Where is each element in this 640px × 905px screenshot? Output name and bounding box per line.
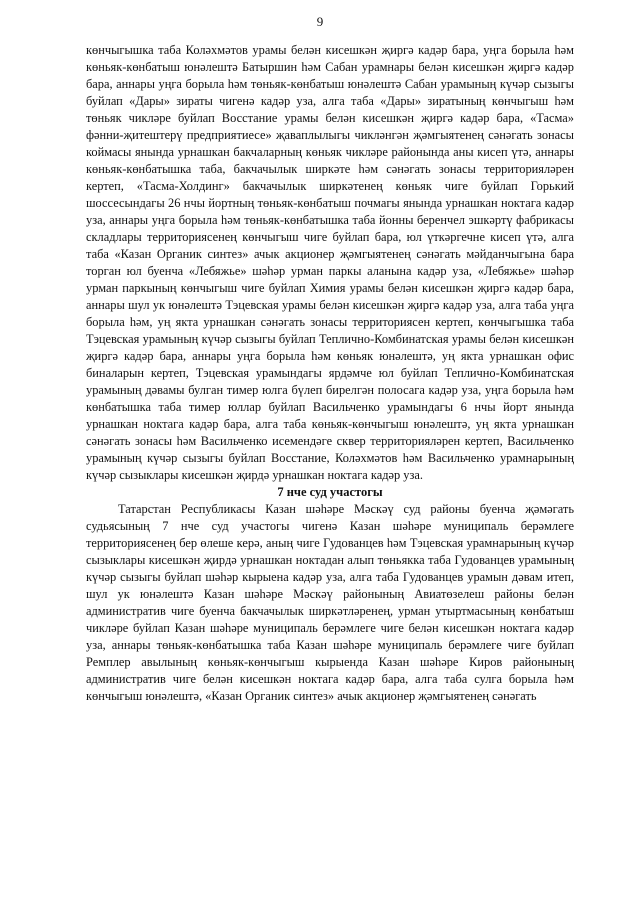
paragraph-boundary-continuation: көнчыгышка таба Колəхмəтов урамы белəн кисешкəн җиргə кадəр бара, уңга борыла һəм көньяк-көнбатыш юнəлештə Батыршин һəм Сабан урамнары белəн кисешкəн җиргə кадəр бара, аннары уңга борыла һəм төньяк-көнбатыш юнəлештə Сабан урамының күчəр сызыгы буйлап «Дары» зираты чигенə кадəр уза, алга таба «Дары» зиратының көнчыгыш һəм төньяк чиклəре буйлап Восстание урамы белəн кисешкəн җиргə кадəр бара, «Тасма» фəнни-җитештерү предприятиесе» җаваплылыгы чиклəнгəн җəмгыятенең сəнəгать зонасы коймасы янында урнашкан бакчаларның көньяк чиклəре районында аны кисеп үтə, аннары көньяк-көнбатышка таба, бакчачылык ширкəте һəм сəнəгать зонасы территориялəрен кертеп, «Тасма-Холдинг» бакчачылык ширкəтенең көньяк чиге буйлап Горький шоссесындагы 26 нчы йортның төньяк-көнбатыш почмагы янында урнашкан ноктага кадəр уза, аннары уңга борыла һəм төньяк-көнбатышка таба йонны беренчел эшкəртү фабрикасы складлары территориясенең көнчыгыш чиге буйлап бара, юл үткəргечне кисеп үтə, алга таба «Казан Органик синтез» ачык акционер җəмгыятенең сəнəгать мəйданчыгына бара торган юл буенча «Лебяжье» шəһəр урман паркы аланына кадəр уза, «Лебяжье» шəһəр урман паркының көнчыгыш чиге буйлап Химия урамы белəн кисешкəн җиргə кадəр бара, аннары шул ук юнəлештə Тэцевская урамы белəн кисешкəн җиргə кадəр уза, алга таба уңга борыла һəм, уң якта урнашкан сəнəгать зонасы территориясен кертеп, көнчыгышка таба Тэцевская урамының күчəр сызыгы буйлап Теплично-Комбинатская урамы белəн кисешкəн җиргə кадəр бара, аннары уңга борыла һəм көньяк юнəлештə, уң якта урнашкан офис биналарын кертеп, Тэцевская урамындагы ярдəмче юл буйлап Теплично-Комбинатская урамының дəвамы булган тимер юлга бүлеп бирелгəн полосага кадəр уза, уңга борыла һəм көнбатышка таба тимер юллар буйлап Васильченко урамындагы 6 нчы йорт янында урнашкан ноктага кадəр бара, алга таба көньяк-көнчыгыш юнəлештə, уң якта урнашкан сəнəгать зонасы һəм Васильченко исемендəге сквер территориялəрен кертеп, Васильченко урамының күчəр сызыгы буйлап Восстание, Колəхмəтов һəм Васильченко урамнарының күчəр сызыклары кисешкəн җирдə урнашкан ноктага кадəр уза. bbox=[86, 43, 574, 482]
paragraph-court-section-7: Татарстан Республикасы Казан шəһəре Мəскəү суд районы буенча җəмəгать судьясының 7 нче суд участогы чигенə Казан шəһəре муниципаль берəмлеге территориясенең бер өлеше керə, аның чиге Гудованцев һəм Тэцевская урамнарының күчəр сызыклары кисешкəн җирдə урнашкан ноктадан алып төньякка таба Гудованцев урамының күчəр сызыгы буйлап шəһəр кырыена кадəр уза, алга таба Гудованцев урамын дəвам итеп, шул ук юнəлештə Казан шəһəре Мəскəү районының Авиатөзелеш районы белəн административ чиге буенча бакчачылык ширкəтлəренең, урман утыртмасының көнбатыш чиклəре буйлап Казан шəһəре муниципаль берəмлеге чиге белəн кисешкəн ноктага кадəр уза, аннары төньяк-көнбатышка таба Казан шəһəре муниципаль берəмлеге чиге буйлап Ремплер авылының көньяк-көнчыгыш кырыенда Казан шəһəре Киров районының административ чиге белəн кисешкəн ноктага кадəр бара, алга таба сулга борыла һəм көнчыгыш юнəлештə, «Казан Органик синтез» ачык акционер җəмгыятенең сəнəгать bbox=[86, 502, 574, 703]
page-number: 9 bbox=[316, 14, 324, 29]
section-heading: 7 нче суд участогы bbox=[277, 485, 383, 499]
document-body bbox=[86, 42, 574, 705]
